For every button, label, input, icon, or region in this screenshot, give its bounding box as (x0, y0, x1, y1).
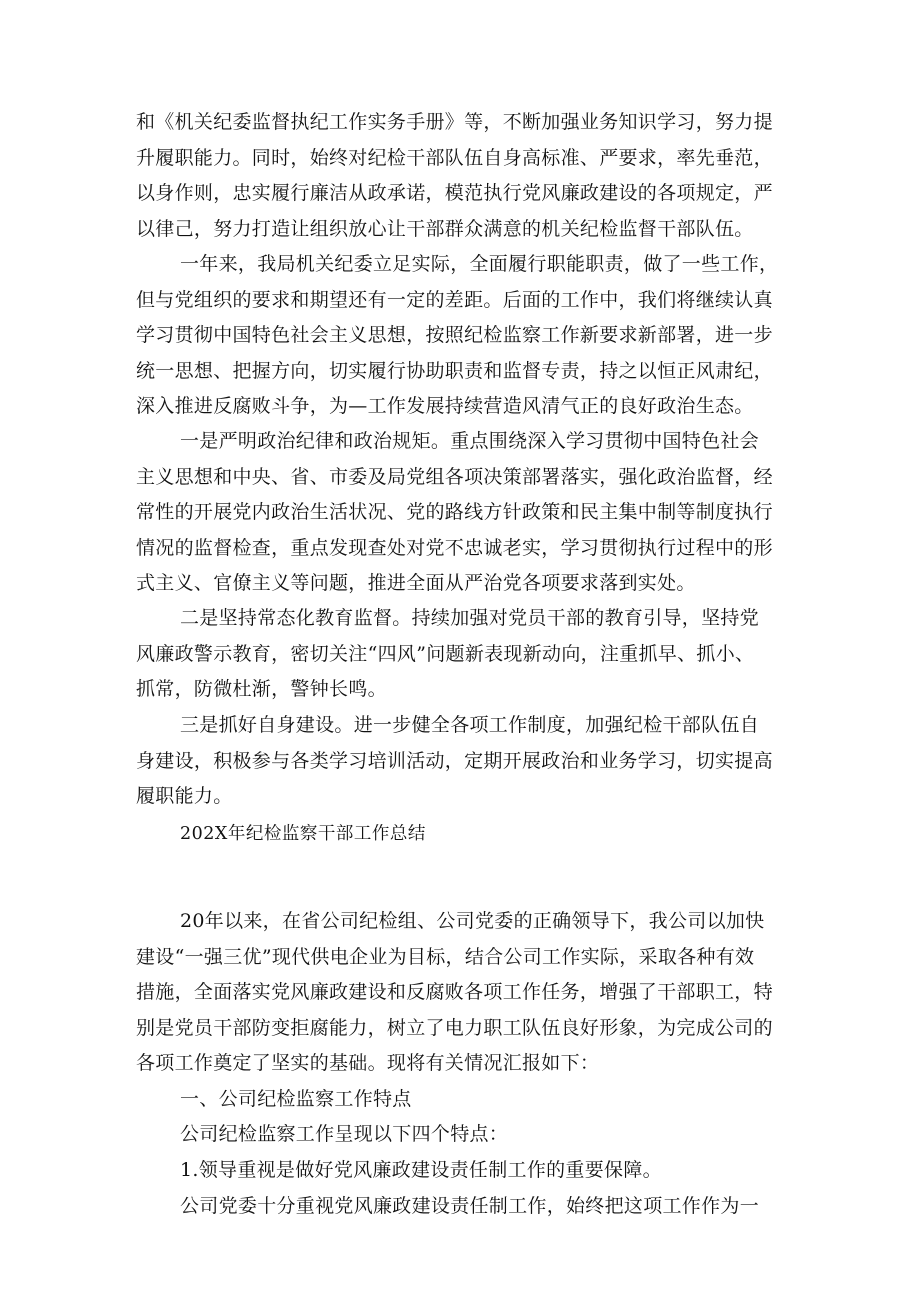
text-line: 学习贯彻中国特色社会主义思想，按照纪检监察工作新要求新部署，进一步 (136, 324, 773, 346)
text-line: 建设“一强三优”现代供电企业为目标，结合公司工作实际，采取各种有效 (136, 945, 755, 968)
text-line: 身建设，积极参与各类学习培训活动，定期开展政治和业务学习，切实提高 (136, 749, 773, 772)
text-line: 一年来，我局机关纪委立足实际，全面履行职能职责，做了一些工作， (180, 253, 779, 275)
text-line: 一是严明政治纪律和政治规矩。重点围绕深入学习贯彻中国特色社会 (180, 430, 760, 452)
paragraph-four-features (136, 1117, 793, 1153)
text-line: 深入推进反腐败斗争，为—工作发展持续营造风清气正的良好政治生态。 (136, 395, 754, 417)
text-line: 以身作则，忠实履行廉洁从政承诺，模范执行党风廉政建设的各项规定，严 (136, 182, 773, 204)
text-line: 一、公司纪检监察工作特点 (180, 1088, 412, 1110)
text-line: 风廉政警示教育，密切关注“四风”问题新表现新动向，注重抓早、抓小、 (136, 642, 755, 665)
text-line: 公司纪检监察工作呈现以下四个特点： (180, 1123, 509, 1145)
text-line: 但与党组织的要求和期望还有一定的差距。后面的工作中，我们将继续认真 (136, 288, 773, 311)
text-line: 20年以来，在省公司纪检组、公司党委的正确领导下，我公司以加快 (180, 910, 765, 932)
text-line: 履职能力。 (136, 785, 233, 807)
subsection-heading-leadership (136, 1153, 793, 1189)
text-line: 1.领导重视是做好党风廉政建设责任制工作的重要保障。 (180, 1159, 662, 1181)
text-line: 情况的监督检查，重点发现查处对党不忠诚老实，学习贯彻执行过程中的形 (136, 536, 773, 559)
text-line: 常性的开展党内政治生活状况、党的路线方针政策和民主集中制等制度执行 (136, 501, 773, 523)
text-line: 二是坚持常态化教育监督。持续加强对党员干部的教育引导，坚持党 (180, 607, 760, 629)
text-line: 式主义、官僚主义等问题，推进全面从严治党各项要求落到实处。 (136, 572, 696, 594)
text-line: 抓常，防微杜渐，警钟长鸣。 (136, 678, 387, 700)
paragraph-year-summary (136, 247, 793, 425)
section-title-text: 202X年纪检监察干部工作总结 (180, 824, 426, 844)
paragraph-report-intro (136, 904, 793, 1082)
text-line: 和《机关纪委监督执纪工作实务手册》等，不断加强业务知识学习，努力提 (136, 111, 773, 133)
paragraph-education-supervision (136, 601, 793, 708)
text-line: 措施，全面落实党风廉政建设和反腐败各项工作任务，增强了干部职工，特 (136, 981, 773, 1003)
paragraph-party-committee (136, 1189, 793, 1225)
paragraph-political-discipline (136, 424, 793, 602)
text-line: 主义思想和中央、省、市委及局党组各项决策部署落实，强化政治监督，经 (136, 465, 773, 488)
paragraph-training-and-discipline (136, 105, 793, 247)
text-line: 以律己，努力打造让组织放心让干部群众满意的机关纪检监督干部队伍。 (136, 217, 754, 240)
paragraph-self-construction (136, 708, 793, 815)
text-line: 统一思想、把握方向，切实履行协助职责和监督专责，持之以恒正风肃纪， (136, 359, 773, 382)
text-line: 公司党委十分重视党风廉政建设责任制工作，始终把这项工作作为一 (180, 1195, 760, 1217)
text-line: 三是抓好自身建设。进一步健全各项工作制度，加强纪检干部队伍自 (180, 714, 760, 736)
text-line: 别是党员干部防变拒腐能力，树立了电力职工队伍良好形象，为完成公司的 (136, 1016, 773, 1039)
text-line: 升履职能力。同时，始终对纪检干部队伍自身高标准、严要求，率先垂范， (136, 146, 773, 169)
subsection-heading-features (136, 1082, 793, 1118)
section-title (136, 817, 793, 853)
text-line: 各项工作奠定了坚实的基础。现将有关情况汇报如下： (136, 1052, 600, 1074)
